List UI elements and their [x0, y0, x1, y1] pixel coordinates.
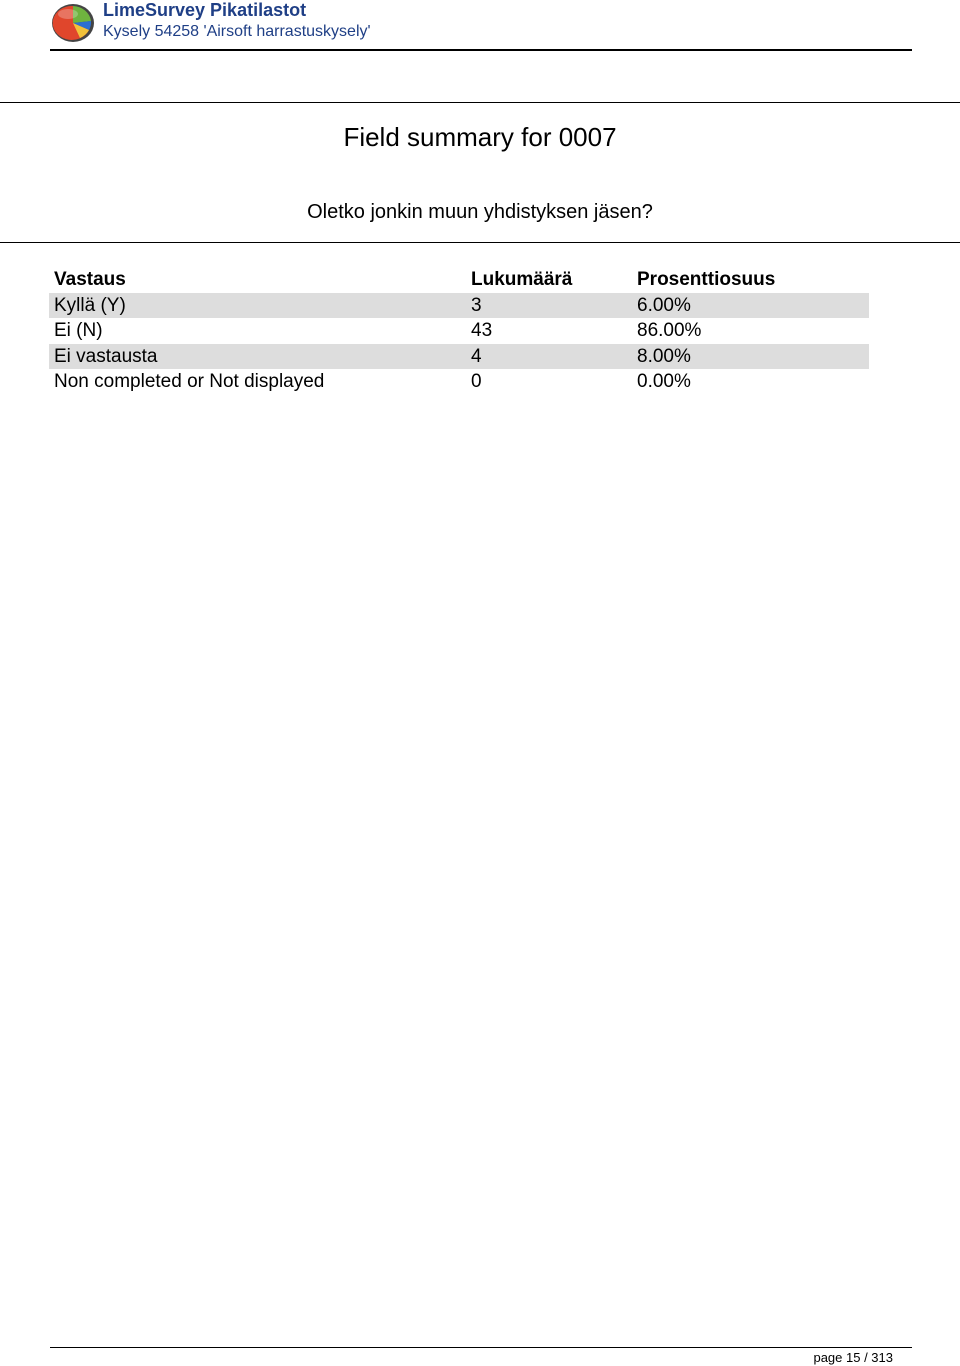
answer-cell: Kyllä (Y) — [54, 294, 126, 316]
header-divider — [50, 49, 912, 51]
survey-subtitle: Kysely 54258 'Airsoft harrastuskysely' — [103, 23, 371, 40]
percent-cell: 86.00% — [637, 320, 702, 341]
limesurvey-pie-logo-icon — [50, 2, 96, 44]
section-divider-top — [0, 102, 960, 103]
column-header-count: Lukumäärä — [471, 269, 573, 290]
answer-cell: Ei vastausta — [54, 345, 158, 367]
table-row — [49, 318, 869, 344]
table-row — [49, 344, 869, 370]
field-summary-title: Field summary for 0007 — [343, 122, 617, 152]
page-header — [0, 0, 960, 52]
table-header-row — [49, 267, 869, 293]
percent-cell: 6.00% — [637, 294, 691, 316]
count-cell: 43 — [471, 320, 493, 341]
column-header-answer: Vastaus — [54, 269, 126, 290]
table-row — [49, 369, 869, 395]
section-divider-bottom — [0, 242, 960, 243]
table-row — [49, 293, 869, 319]
footer-divider — [50, 1347, 912, 1348]
page-number: page 15 / 313 — [813, 1350, 893, 1365]
question-text: Oletko jonkin muun yhdistyksen jäsen? — [307, 201, 653, 223]
count-cell: 0 — [471, 371, 482, 392]
summary-table — [49, 267, 869, 395]
answer-cell: Ei (N) — [54, 320, 103, 341]
percent-cell: 8.00% — [637, 345, 691, 367]
app-title: LimeSurvey Pikatilastot — [103, 0, 307, 20]
column-header-percent: Prosenttiosuus — [637, 269, 776, 290]
count-cell: 3 — [471, 294, 482, 316]
percent-cell: 0.00% — [637, 371, 691, 392]
count-cell: 4 — [471, 345, 482, 367]
answer-cell: Non completed or Not displayed — [54, 371, 325, 392]
